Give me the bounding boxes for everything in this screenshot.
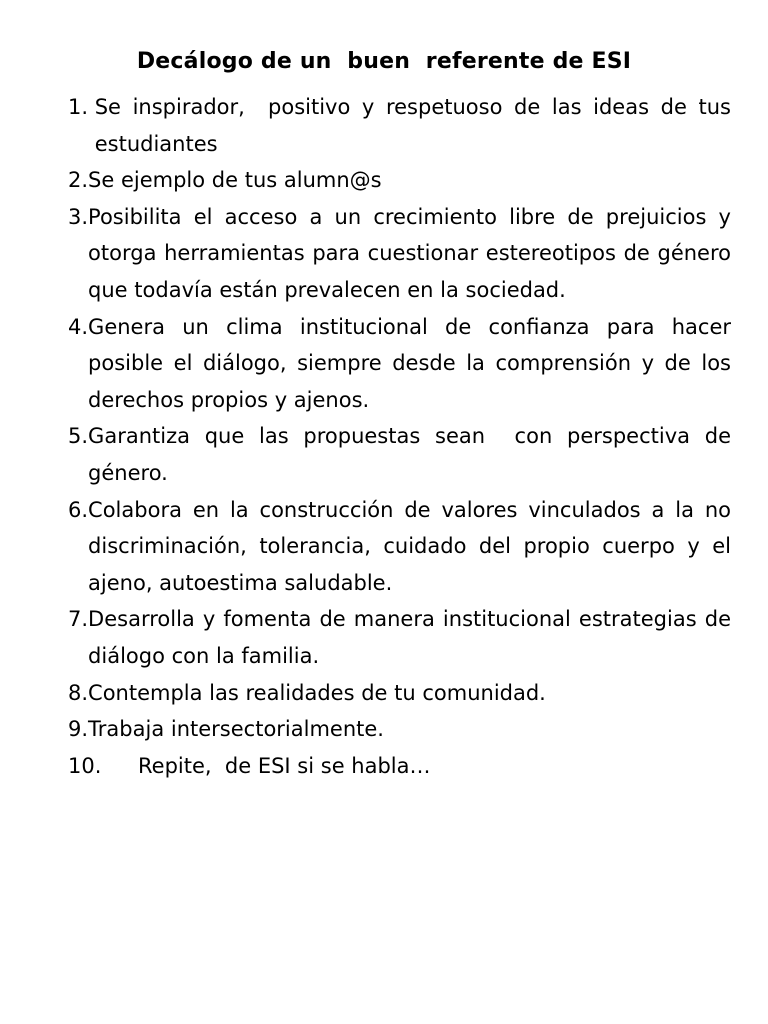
list-item bbox=[68, 675, 731, 712]
list-item bbox=[68, 601, 738, 674]
item-text: Desarrolla y fomenta de manera institucional estrategias de diálogo con la familia. bbox=[88, 607, 738, 668]
page-title: Decálogo de un buen referente de ESI bbox=[136, 49, 632, 74]
list-item bbox=[68, 418, 738, 491]
item-text: Garantiza que las propuestas sean con perspectiva de género. bbox=[88, 424, 738, 485]
item-text: Se inspirador, positivo y respetuoso de las ideas de tus estudiantes bbox=[94, 95, 738, 156]
item-number: 8. bbox=[68, 680, 89, 705]
list-item bbox=[68, 309, 738, 419]
item-text: Repite, de ESI si se habla… bbox=[138, 753, 431, 778]
item-number: 6. bbox=[68, 497, 89, 522]
list-item bbox=[68, 199, 738, 309]
list-item bbox=[68, 748, 731, 785]
decalogue-list bbox=[68, 89, 738, 784]
list-item bbox=[68, 89, 738, 162]
list-item bbox=[68, 492, 738, 602]
item-number: 10. bbox=[68, 753, 102, 778]
item-number: 4. bbox=[68, 314, 89, 339]
item-text: Contempla las realidades de tu comunidad. bbox=[88, 680, 546, 705]
item-number: 5. bbox=[68, 424, 89, 449]
item-number: 2. bbox=[68, 168, 89, 193]
item-text: Colabora en la construcción de valores vinculados a la no discriminación, tolerancia, cuidado del propio cuerpo y el ajeno, autoestima saludable. bbox=[88, 497, 738, 595]
item-text: Genera un clima institucional de confianza para hacer posible el diálogo, siempre desde la comprensión y de los derechos propios y ajenos. bbox=[88, 314, 738, 412]
list-item bbox=[68, 162, 731, 199]
item-number: 7. bbox=[68, 607, 89, 632]
list-item bbox=[68, 711, 731, 748]
item-text: Trabaja intersectorialmente. bbox=[88, 717, 384, 742]
item-text: Posibilita el acceso a un crecimiento libre de prejuicios y otorga herramientas para cuestionar estereotipos de género que todavía están prevalecen en la sociedad. bbox=[88, 204, 738, 302]
item-number: 9. bbox=[68, 717, 89, 742]
item-number: 1. bbox=[68, 95, 95, 119]
item-number: 3. bbox=[68, 204, 89, 229]
item-text: Se ejemplo de tus alumn@s bbox=[88, 168, 382, 193]
